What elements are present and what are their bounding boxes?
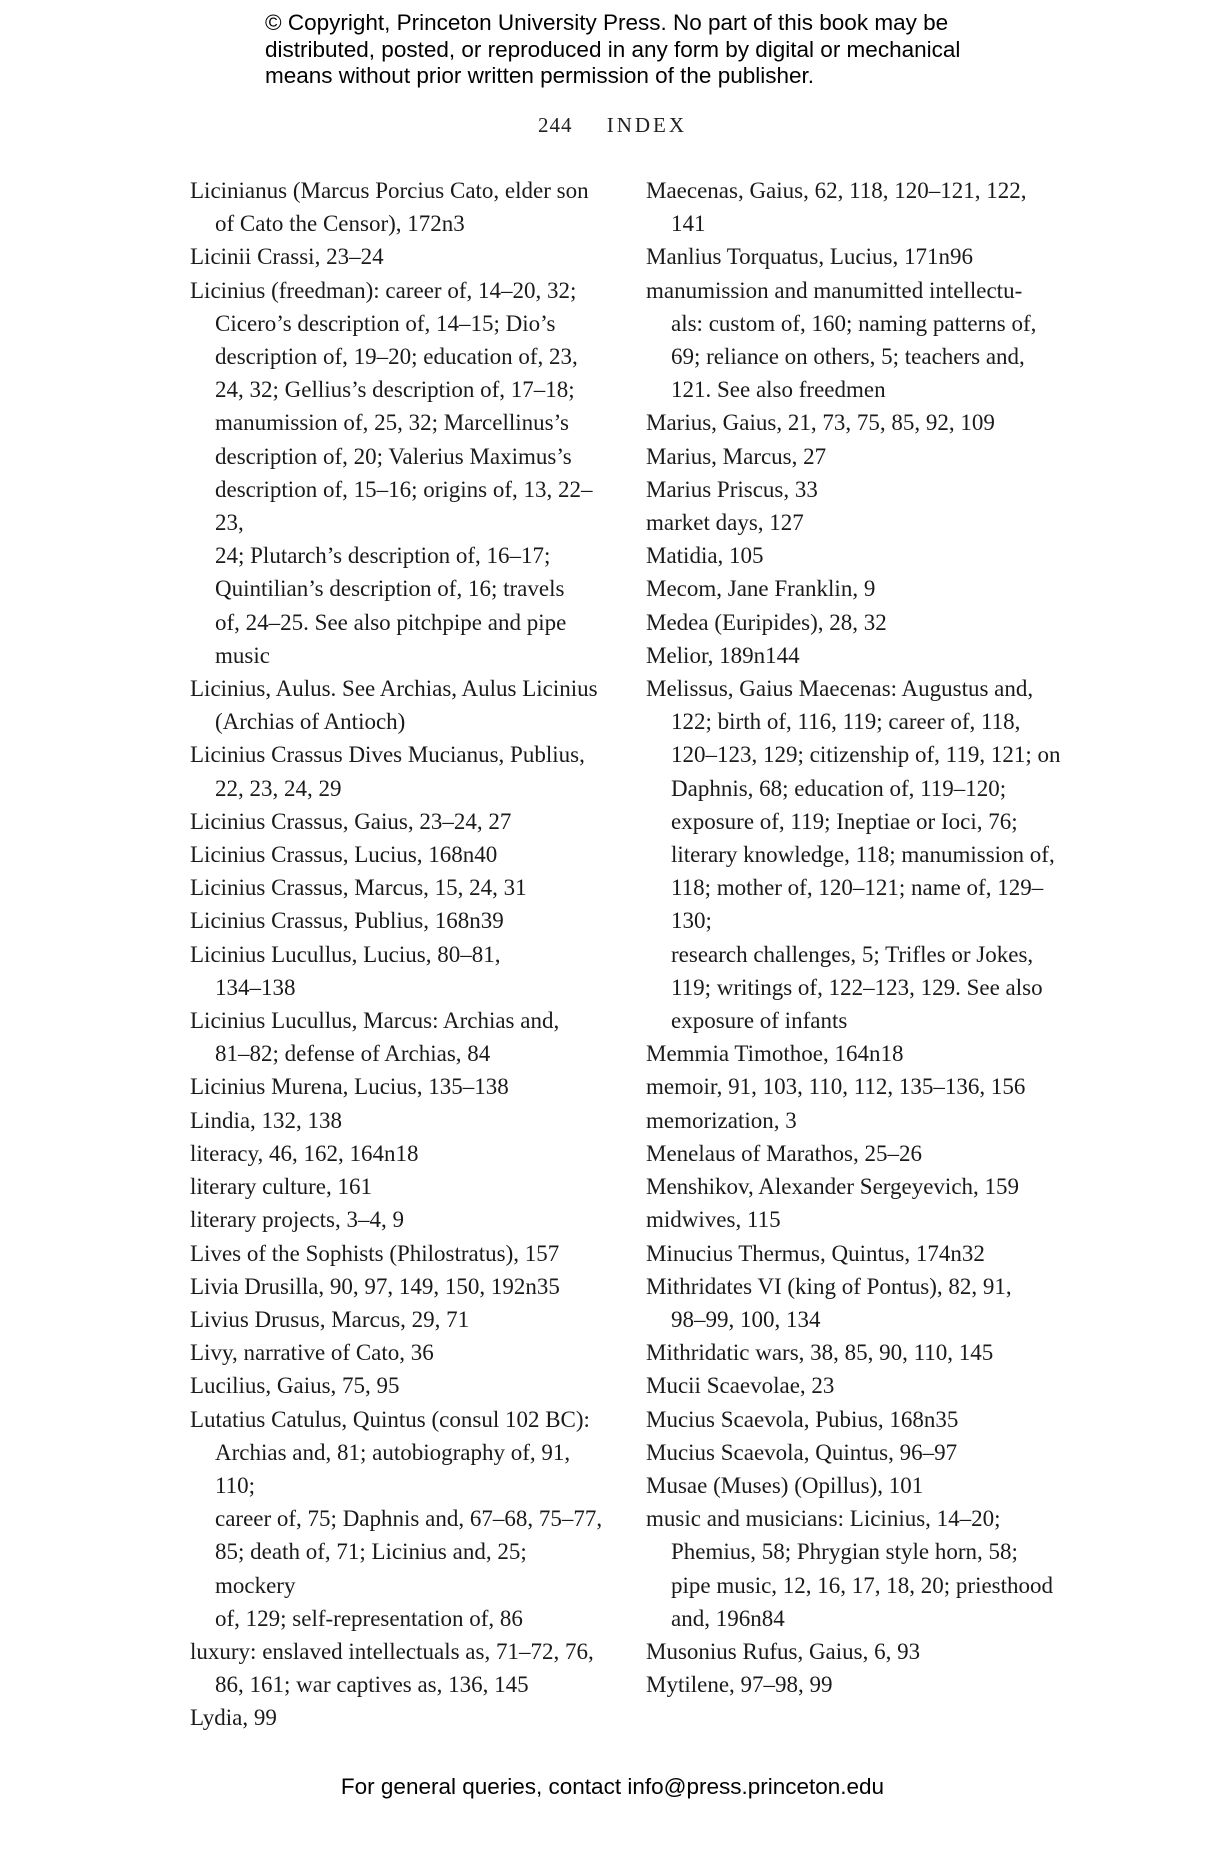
index-entry: Memmia Timothoe, 164n18 xyxy=(646,1041,904,1067)
index-entry: market days, 127 xyxy=(646,510,804,536)
index-entry: Manlius Torquatus, Lucius, 171n96 xyxy=(646,244,973,270)
index-entry: Melissus, Gaius Maecenas: Augustus and, 122; birth of, 116, 119; career of, 118, 120–123, 129; citizenship of, 119, 121; on Daphnis, 68; education of, 119–120; exposure of, 119; Ineptiae or Ioci, 76; literary knowledge, 118; manumission of, 118; mother of, 120–121; name of, 129–130; research challenges, 5; Trifles or Jokes, 119; writings of, 122–123, 129. See also exposure of infants xyxy=(646,676,1061,1034)
index-column-right xyxy=(646,174,1066,1701)
index-entry: literary culture, 161 xyxy=(190,1174,373,1200)
index-entry: Licinius Crassus, Gaius, 23–24, 27 xyxy=(190,808,512,834)
index-entry: manumission and manumitted intellectu- als: custom of, 160; naming patterns of, 69; reliance on others, 5; teachers and, 121. See also freedmen xyxy=(646,277,1037,403)
index-entry: Musae (Muses) (Opillus), 101 xyxy=(646,1472,924,1498)
index-entry: Mecom, Jane Franklin, 9 xyxy=(646,576,876,602)
index-entry: Mucius Scaevola, Quintus, 96–97 xyxy=(646,1439,958,1465)
index-entry: music and musicians: Licinius, 14–20; Phemius, 58; Phrygian style horn, 58; pipe music, 12, 16, 17, 18, 20; priesthood and, 196n84 xyxy=(646,1506,1054,1631)
index-entry: Maecenas, Gaius, 62, 118, 120–121, 122, 141 xyxy=(646,178,1027,237)
index-entry: Licinius Lucullus, Marcus: Archias and, 81–82; defense of Archias, 84 xyxy=(190,1008,560,1067)
copyright-line: means without prior written permission of the publisher. xyxy=(265,63,815,88)
index-entry: Licinii Crassi, 23–24 xyxy=(190,244,384,270)
index-entry: Livy, narrative of Cato, 36 xyxy=(190,1340,434,1366)
index-entry: Licinius Crassus, Marcus, 15, 24, 31 xyxy=(190,875,527,901)
index-entry: Licinius Murena, Lucius, 135–138 xyxy=(190,1074,509,1100)
index-entry: Marius, Marcus, 27 xyxy=(646,443,827,469)
index-entry: Lucilius, Gaius, 75, 95 xyxy=(190,1373,400,1399)
index-entry: Livius Drusus, Marcus, 29, 71 xyxy=(190,1306,470,1332)
index-entry: Licinianus (Marcus Porcius Cato, elder son of Cato the Censor), 172n3 xyxy=(190,178,589,237)
index-entry: luxury: enslaved intellectuals as, 71–72, 76, 86, 161; war captives as, 136, 145 xyxy=(190,1638,594,1698)
copyright-line: © Copyright, Princeton University Press. No part of this book may be xyxy=(265,10,949,35)
running-head xyxy=(0,113,1225,138)
index-entry: Mithridatic wars, 38, 85, 90, 110, 145 xyxy=(646,1340,994,1366)
index-entry: midwives, 115 xyxy=(646,1207,781,1233)
index-entry: Mithridates VI (king of Pontus), 82, 91, 98–99, 100, 134 xyxy=(646,1273,1012,1332)
index-entry: Medea (Euripides), 28, 32 xyxy=(646,609,887,635)
index-entry: memorization, 3 xyxy=(646,1107,797,1133)
index-entry: Menshikov, Alexander Sergeyevich, 159 xyxy=(646,1174,1020,1200)
index-entry: Mucius Scaevola, Pubius, 168n35 xyxy=(646,1406,959,1432)
index-entry: Melior, 189n144 xyxy=(646,642,800,668)
index-entry: Licinius (freedman): career of, 14–20, 32; Cicero’s description of, 14–15; Dio’s description of, 19–20; education of, 23, 24, 32; Gellius’s description of, 17–18; manumission of, 25, 32; Marcellinus’s description of, 20; Valerius Maximus’s description of, 15–16; origins of, 13, 22–23, 24; Plutarch’s description of, 16–17; Quintilian’s description of, 16; travels of, 24–25. See also pitchpipe and pipe music xyxy=(190,277,593,668)
index-entry: Licinius Lucullus, Lucius, 80–81, 134–138 xyxy=(190,941,501,1000)
footer-contact: For general queries, contact info@press.princeton.edu xyxy=(340,1774,885,1799)
running-head-title: INDEX xyxy=(606,113,688,137)
index-entry: Marius Priscus, 33 xyxy=(646,476,818,502)
index-entry: memoir, 91, 103, 110, 112, 135–136, 156 xyxy=(646,1074,1026,1100)
index-entry: Musonius Rufus, Gaius, 6, 93 xyxy=(646,1638,921,1664)
index-entry: Licinius Crassus Dives Mucianus, Publius, 22, 23, 24, 29 xyxy=(190,742,585,801)
copyright-line: distributed, posted, or reproduced in any form by digital or mechanical xyxy=(265,36,961,62)
index-entry: Matidia, 105 xyxy=(646,543,764,569)
index-entry: Lydia, 99 xyxy=(190,1705,277,1731)
index-entry: Mucii Scaevolae, 23 xyxy=(646,1373,835,1399)
page-number: 244 xyxy=(537,113,573,137)
index-entry: Licinius Crassus, Publius, 168n39 xyxy=(190,908,504,934)
index-entry: literary projects, 3–4, 9 xyxy=(190,1207,404,1233)
index-entry: Mytilene, 97–98, 99 xyxy=(646,1672,833,1698)
index-entry: Menelaus of Marathos, 25–26 xyxy=(646,1140,922,1166)
index-entry: Livia Drusilla, 90, 97, 149, 150, 192n35 xyxy=(190,1273,560,1299)
copyright-notice xyxy=(265,10,1025,90)
index-entry: Lives of the Sophists (Philostratus), 157 xyxy=(190,1240,560,1266)
index-entry: Minucius Thermus, Quintus, 174n32 xyxy=(646,1240,985,1266)
index-entry: Licinius Crassus, Lucius, 168n40 xyxy=(190,842,498,868)
index-entry: Licinius, Aulus. See Archias, Aulus Licinius (Archias of Antioch) xyxy=(190,676,598,735)
index-entry: literacy, 46, 162, 164n18 xyxy=(190,1140,419,1166)
index-entry: Lutatius Catulus, Quintus (consul 102 BC): Archias and, 81; autobiography of, 91, 110; career of, 75; Daphnis and, 67–68, 75–77, 85; death of, 71; Licinius and, 25; mockery of, 129; self-representation of, 86 xyxy=(190,1406,603,1631)
index-entry: Lindia, 132, 138 xyxy=(190,1107,343,1133)
index-column-left xyxy=(190,174,610,1735)
index-entry: Marius, Gaius, 21, 73, 75, 85, 92, 109 xyxy=(646,410,995,436)
